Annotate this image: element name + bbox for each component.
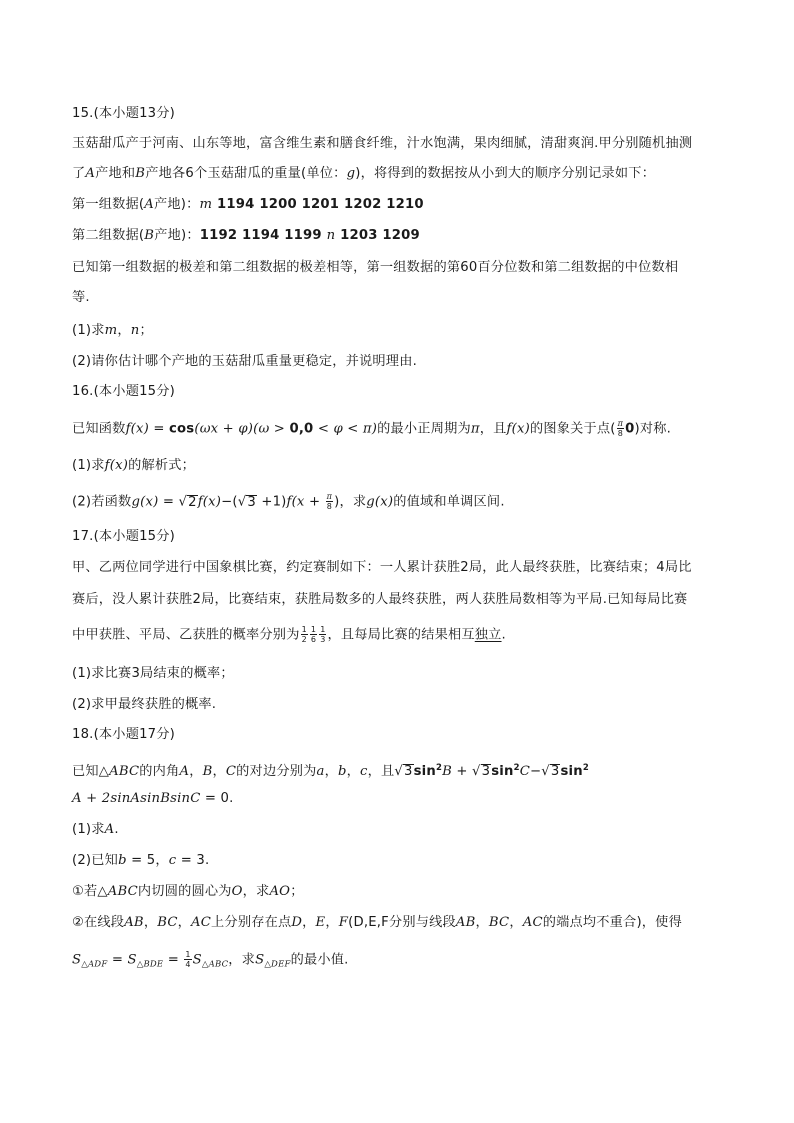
fraction-quarter: $\frac{1}{4}$: [185, 950, 191, 969]
q15-condition-line2: 等.: [72, 290, 90, 305]
sqrt-symbol: √: [541, 764, 550, 779]
sqrt-symbol: √: [472, 764, 481, 779]
q15-data-group2: 第二组数据(B产地)：1192 1194 1199 n 1203 1209: [72, 228, 420, 243]
q16-stem: 已知函数f(x) = cos(ωx + φ)(ω > 0,0 < φ < π)的最小正周期为π，且f(x)的图象关于点( $\frac{\pi}{8}$ 0)对称.: [72, 419, 671, 438]
q17-stem-line3: 中甲获胜、平局、乙获胜的概率分别为 $\frac{1}{2}$ $\frac{1}{6}$ $\frac{1}{3}$ ，且每局比赛的结果相互独立.: [72, 625, 506, 644]
pi-over-8-fraction: $\frac{\pi}{8}$: [617, 419, 624, 438]
q18-item-2: ②在线段AB，BC，AC上分别存在点D，E，F(D,E,F分别与线段AB，BC，AC的端点均不重合)，使得: [72, 915, 682, 930]
q18-stem-line1: 已知△ABC的内角A，B，C的对边分别为a，b，c，且$√3\sin^2B + √3\sin^2C-√3\sin^2$: [72, 763, 589, 779]
fraction-sixth: $\frac{1}{6}$: [310, 625, 317, 644]
q17-header: 17.(本小题15分): [72, 529, 175, 544]
q15-condition-line1: 已知第一组数据的极差和第二组数据的极差相等，第一组数据的第60百分位数和第二组数据的中位数相: [72, 260, 679, 275]
q15-subquestion-1: (1)求m，n；: [72, 323, 153, 338]
q15-stem-line2: 了A产地和B产地各6个玉菇甜瓜的重量(单位：g)，将得到的数据按从小到大的顺序分别记录如下：: [72, 166, 656, 181]
q18-header: 18.(本小题17分): [72, 727, 175, 742]
sqrt-symbol: √: [394, 764, 403, 779]
q16-subquestion-1: (1)求f(x)的解析式；: [72, 458, 196, 473]
q17-subquestion-1: (1)求比赛3局结束的概率；: [72, 666, 234, 681]
q15-stem-line1: 玉菇甜瓜产于河南、山东等地，富含维生素和膳食纤维，汁水饱满，果肉细腻，清甜爽润.甲分别随机抽测: [72, 136, 693, 151]
q16-subquestion-2: (2)若函数g(x) = √2f(x)−(√3 +1)f(x + $\frac{\pi}{8}$ )，求g(x)的值域和单调区间.: [72, 492, 505, 511]
pi-over-8-fraction: $\frac{\pi}{8}$: [326, 492, 333, 511]
q18-item-2-area-condition: $S_{\triangle ADF} = S_{\triangle BDE}$ = $\frac{1}{4}$ $S_{\triangle ABC}$，求$S_{\triangle DEF}$的最小值.: [72, 950, 349, 970]
q18-stem-line2: A + 2sinAsinBsinC = 0.: [72, 791, 234, 806]
fraction-half: $\frac{1}{2}$: [301, 625, 307, 644]
q15-header: 15.(本小题13分): [72, 106, 175, 121]
q18-subquestion-1: (1)求A.: [72, 822, 119, 837]
q17-stem-line2: 赛后，没人累计获胜2局，比赛结束，获胜局数多的人最终获胜，两人获胜局数相等为平局.已知每局比赛: [72, 592, 688, 607]
sqrt-symbol: √: [237, 494, 247, 510]
sqrt-symbol: √: [178, 494, 188, 510]
q18-subquestion-2: (2)已知b = 5，c = 3.: [72, 853, 210, 868]
q17-subquestion-2: (2)求甲最终获胜的概率.: [72, 697, 217, 712]
fraction-third: $\frac{1}{3}$: [320, 625, 326, 644]
q15-data-group1: 第一组数据(A产地)：m 1194 1200 1201 1202 1210: [72, 197, 424, 212]
q15-subquestion-2: (2)请你估计哪个产地的玉菇甜瓜重量更稳定，并说明理由.: [72, 354, 417, 369]
q16-header: 16.(本小题15分): [72, 384, 175, 399]
q17-stem-line1: 甲、乙两位同学进行中国象棋比赛，约定赛制如下：一人累计获胜2局，此人最终获胜，比赛结束；4局比: [72, 560, 692, 575]
q18-item-1: ①若△ABC内切圆的圆心为O，求AO；: [72, 884, 304, 899]
